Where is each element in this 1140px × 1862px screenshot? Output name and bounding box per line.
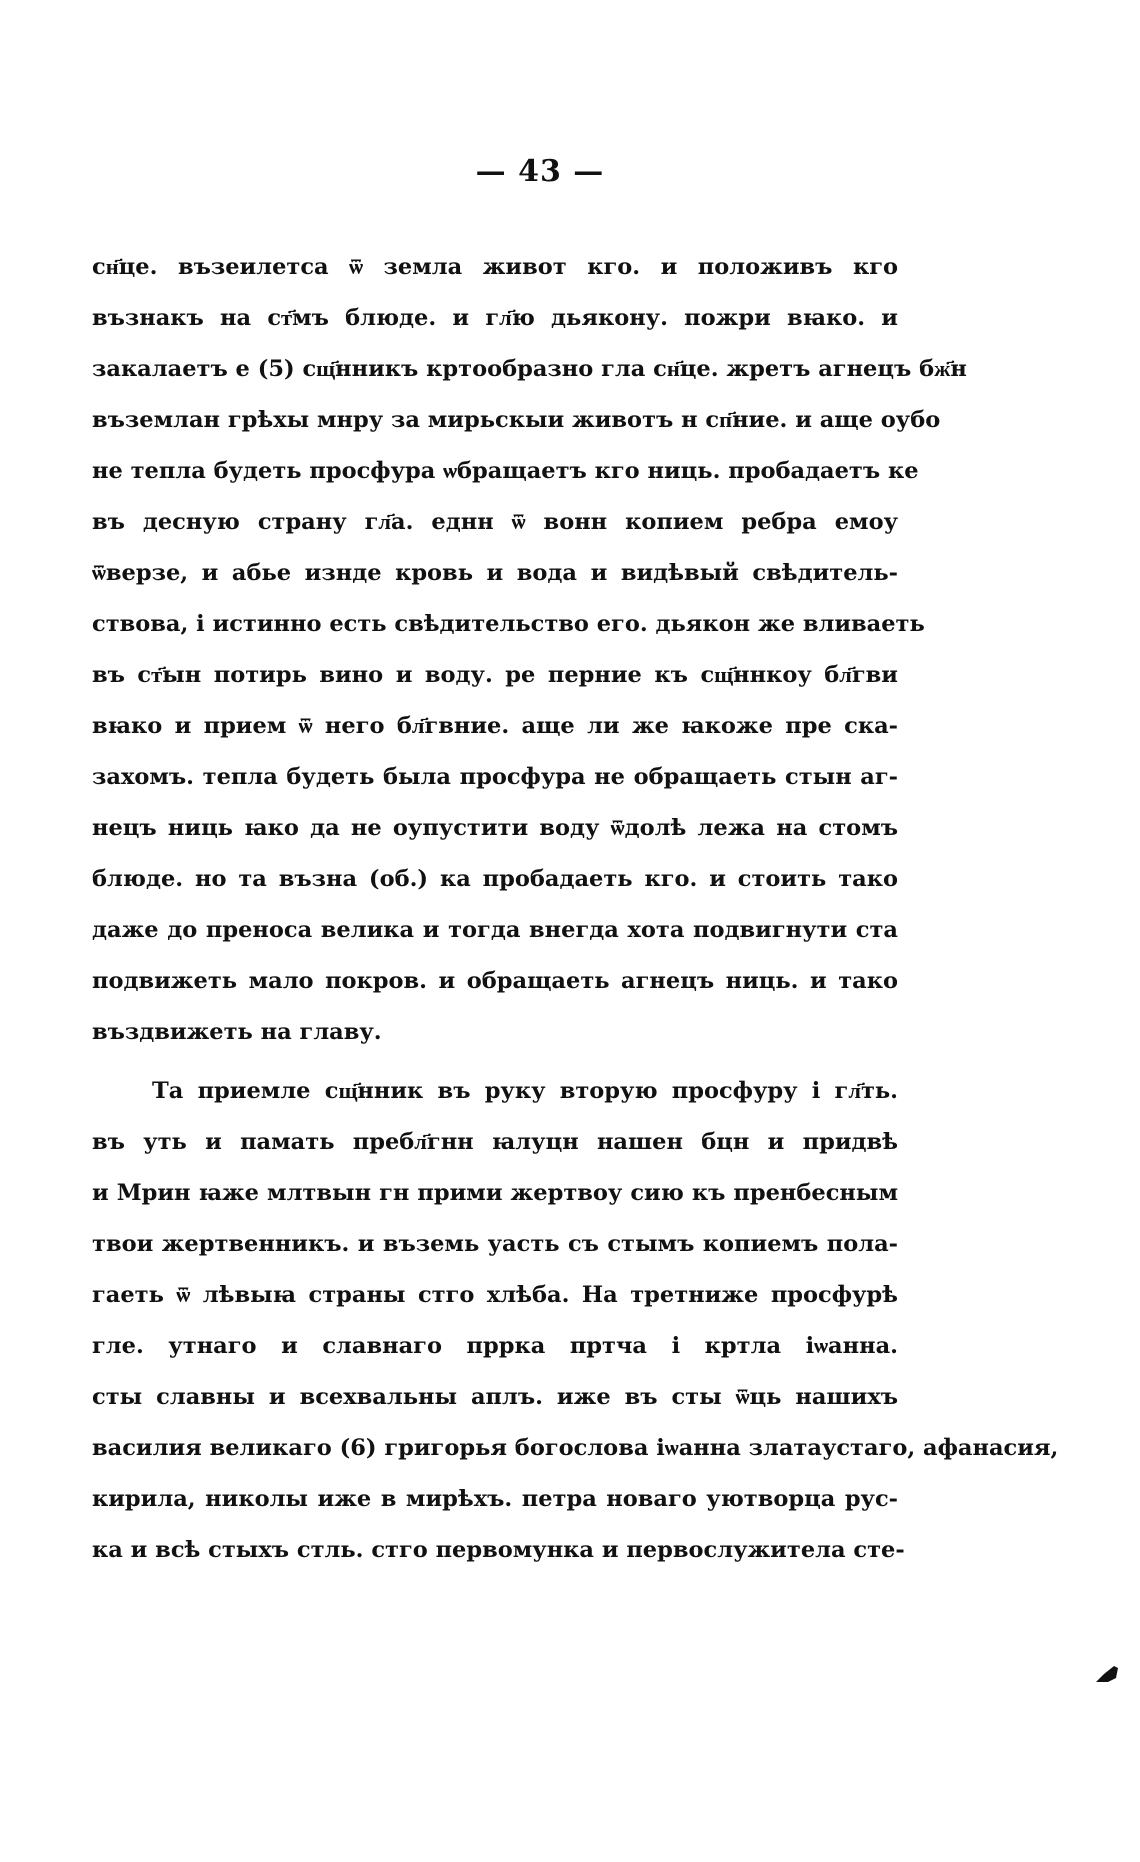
page-number: — 43 — xyxy=(475,154,605,189)
text-line: Та приемле сщ҃нник въ руку вторую просфуру і гл҃ть. xyxy=(152,1078,898,1104)
text-line: и Мрин ꙗже млтвын гн прими жертвоу сию къ пренбесным xyxy=(92,1180,898,1206)
text-line: ствова, і истинно есть свѣдительство его. дьякон же вливаеть xyxy=(92,611,925,637)
text-line: ѿверзе, и абье изнде кровь и вода и видѣвый свѣдитель- xyxy=(92,560,898,586)
text-line: даже до преноса велика и тогда внегда хота подвигнути ста xyxy=(92,917,898,943)
text-line: въздвижеть на главу. xyxy=(92,1019,382,1045)
text-line: въ уть и памать пребл҃гнн ꙗлуцн нашен бцн и придвѣ xyxy=(92,1129,898,1155)
text-line: сты славны и всехвальны аплъ. иже въ сты ѿць нашихъ xyxy=(92,1384,898,1410)
text-line: вꙗко и прием ѿ него бл҃гвние. аще ли же ꙗкоже пре ска- xyxy=(92,713,898,739)
text-line: твои жертвенникъ. и въземь уасть съ стымъ копиемъ пола- xyxy=(92,1231,898,1257)
text-line: блюде. но та възна (об.) ка пробадаеть кго. и стоить тако xyxy=(92,866,898,892)
body-text xyxy=(92,242,1059,1576)
text-line: василия великаго (6) григорья богослова іѡанна златаустаго, афанасия, xyxy=(92,1435,1059,1461)
text-line: въземлан грѣхы мнру за мирьскыи животъ н сп҃ние. и аще оубо xyxy=(92,407,941,433)
text-line: захомъ. тепла будеть была просфура не обращаеть стын аг- xyxy=(92,764,898,790)
text-line: подвижеть мало покров. и обращаеть агнецъ ниць. и тако xyxy=(92,968,898,994)
text-line: сн҃це. възеилетса ѿ земла живот кго. и положивъ кго xyxy=(92,254,898,280)
text-line: ка и всѣ стыхъ стль. стго первомунка и первослужителa сте- xyxy=(92,1537,905,1563)
text-line: гле. утнаго и славнаго прркa пртча і кртла іѡанна. xyxy=(92,1333,898,1359)
text-line: не тепла будеть просфура ѡбращаетъ кго ниць. пробадаетъ ке xyxy=(92,458,919,484)
text-line: гаеть ѿ лѣвыꙗ страны стго хлѣба. На третниже просфурѣ xyxy=(92,1282,898,1308)
text-line: възнакъ на ст҃мъ блюде. и гл҃ю дьякону. пожри вꙗко. и xyxy=(92,305,898,331)
text-line: нецъ ниць ꙗко да не оупустити воду ѿдолѣ лежа на стомъ xyxy=(92,815,898,841)
ink-blot-icon xyxy=(1094,1664,1120,1684)
text-line: въ десную страну гл҃а. еднн ѿ вонн копием ребра емоу xyxy=(92,509,898,535)
text-line: въ ст҃ын потирь вино и воду. ре перние къ сщ҃ннкоу бл҃гви xyxy=(92,662,898,688)
text-line: закалаетъ е (5) сщ҃нникъ кртообразно гла сн҃це. жретъ агнецъ бж҃н xyxy=(92,356,967,382)
text-line: кирила, николы иже в мирѣхъ. петра новаго уютворца рус- xyxy=(92,1486,898,1512)
